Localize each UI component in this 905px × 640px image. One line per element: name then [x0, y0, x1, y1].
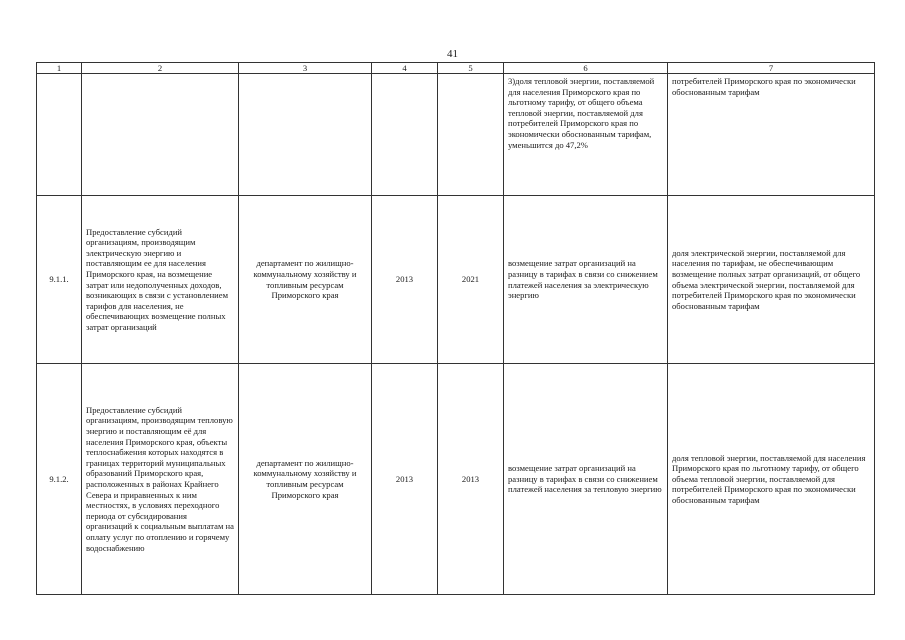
start-year-cell: 2013	[372, 196, 438, 364]
program-table	[36, 62, 875, 595]
column-header-2: 2	[82, 63, 239, 74]
expected-result-cell: возмещение затрат организаций на разницу в тарифах в связи со снижением платежей населения за тепловую энергию	[504, 364, 668, 595]
end-year-cell: 2013	[438, 364, 504, 595]
end-year-cell	[438, 74, 504, 196]
column-header-3: 3	[239, 63, 372, 74]
measure-name-cell: Предоставление субсидий организациям, производящим тепловую энергию и поставляющим её для населения Приморского края, объекты теплоснабжения которых находятся в границах территорий муниципальных образований Приморского края, расположенных в районах Крайнего Севера и приравненных к ним местностях, в условиях переходного периода от субсидирования организаций к социальным выплатам на оплату услуг по отоплению и горячему водоснабжению	[82, 364, 239, 595]
table-row	[37, 196, 875, 364]
column-header-6: 6	[504, 63, 668, 74]
executor-cell: департамент по жилищно-коммунальному хозяйству и топливным ресурсам Приморского края	[239, 364, 372, 595]
table-row	[37, 74, 875, 196]
end-year-cell: 2021	[438, 196, 504, 364]
indicator-cell: доля электрической энергии, поставляемой для населения по тарифам, не обеспечивающим возмещение полных затрат организаций, от общего объема электрической энергии, поставляемой для потребителей Приморского края по экономически обоснованным тарифам	[668, 196, 875, 364]
table-row	[37, 364, 875, 595]
row-number-cell: 9.1.2.	[37, 364, 82, 595]
column-header-7: 7	[668, 63, 875, 74]
indicator-cell: доля тепловой энергии, поставляемой для населения Приморского края по льготному тарифу, от общего объема тепловой энергии, поставляемой для потребителей Приморского края по экономически обоснованным тарифам	[668, 364, 875, 595]
column-header-4: 4	[372, 63, 438, 74]
executor-cell	[239, 74, 372, 196]
column-header-1: 1	[37, 63, 82, 74]
expected-result-cell: 3)доля тепловой энергии, поставляемой для населения Приморского края по льготному тарифу, от общего объема тепловой энергии, поставляемой для потребителей Приморского края по экономически обоснованным тарифам, уменьшится до 47,2%	[504, 74, 668, 196]
header-row	[37, 63, 875, 74]
row-number-cell: 9.1.1.	[37, 196, 82, 364]
indicator-cell: потребителей Приморского края по экономически обоснованным тарифам	[668, 74, 875, 196]
expected-result-cell: возмещение затрат организаций на разницу в тарифах в связи со снижением платежей населения за электрическую энергию	[504, 196, 668, 364]
page-number: 41	[447, 48, 458, 60]
start-year-cell	[372, 74, 438, 196]
start-year-cell: 2013	[372, 364, 438, 595]
measure-name-cell	[82, 74, 239, 196]
column-header-5: 5	[438, 63, 504, 74]
executor-cell: департамент по жилищно-коммунальному хозяйству и топливным ресурсам Приморского края	[239, 196, 372, 364]
row-number-cell	[37, 74, 82, 196]
measure-name-cell: Предоставление субсидий организациям, производящим электрическую энергию и поставляющим ее для населения Приморского края, на возмещение затрат или недополученных доходов, возникающих в связи с установлением тарифов для населения, не обеспечивающих возмещение полных затрат организаций	[82, 196, 239, 364]
